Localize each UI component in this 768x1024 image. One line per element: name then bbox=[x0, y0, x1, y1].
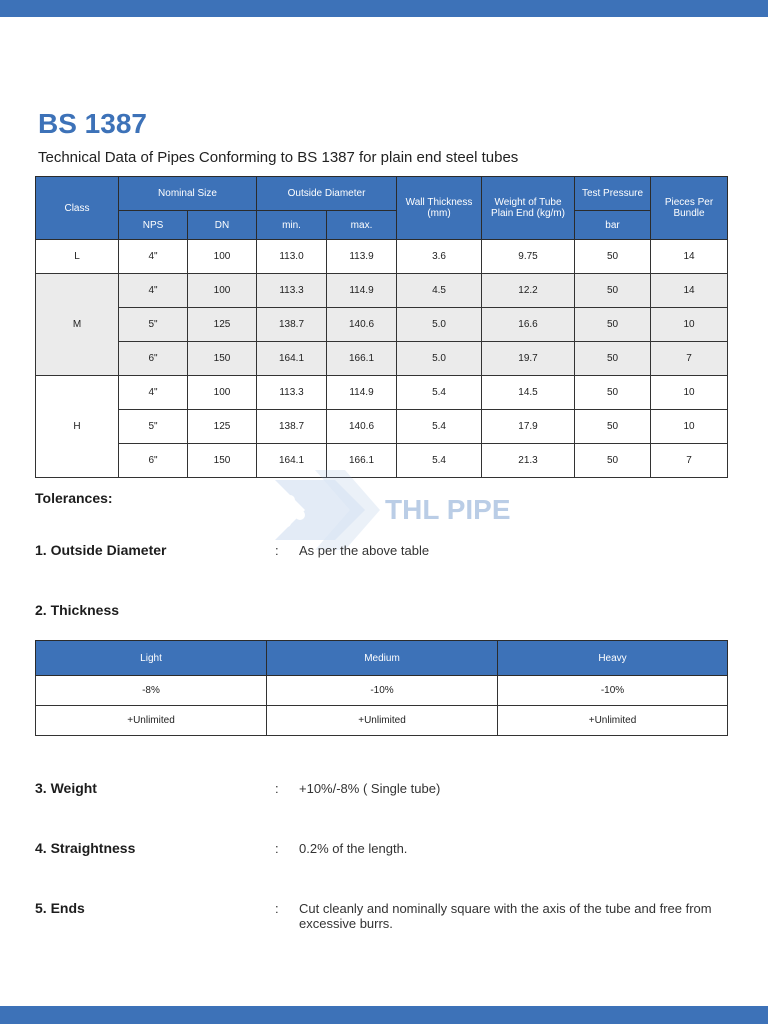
bottom-accent-bar bbox=[0, 1006, 768, 1024]
class-cell: M bbox=[36, 274, 119, 376]
table-cell: 125 bbox=[188, 308, 257, 342]
page-title: BS 1387 bbox=[38, 108, 147, 139]
table-cell: 100 bbox=[188, 240, 257, 274]
table-cell: 10 bbox=[651, 376, 728, 410]
table-cell: 164.1 bbox=[257, 342, 327, 376]
table-cell: 113.3 bbox=[257, 274, 327, 308]
table-cell: +Unlimited bbox=[36, 706, 267, 736]
table-cell: 4" bbox=[119, 274, 188, 308]
header-light: Light bbox=[36, 641, 267, 676]
tolerances-title: Tolerances: bbox=[35, 490, 113, 506]
table-cell: 113.0 bbox=[257, 240, 327, 274]
spec-table bbox=[35, 176, 728, 478]
table-cell: -10% bbox=[267, 676, 498, 706]
header-nominal-size: Nominal Size bbox=[119, 177, 257, 211]
header-medium: Medium bbox=[267, 641, 498, 676]
header-dn: DN bbox=[188, 211, 257, 240]
table-cell: 4.5 bbox=[397, 274, 482, 308]
table-cell: 17.9 bbox=[482, 410, 575, 444]
table-cell: 4" bbox=[119, 376, 188, 410]
table-cell: 114.9 bbox=[327, 376, 397, 410]
table-cell: +Unlimited bbox=[498, 706, 728, 736]
table-cell: 140.6 bbox=[327, 308, 397, 342]
table-cell: 113.3 bbox=[257, 376, 327, 410]
table-cell: 6" bbox=[119, 342, 188, 376]
table-row bbox=[36, 676, 728, 706]
header-wall-thickness: Wall Thickness (mm) bbox=[397, 177, 482, 240]
table-cell: 14.5 bbox=[482, 376, 575, 410]
outside-diameter-colon: : bbox=[275, 543, 279, 558]
table-cell: 150 bbox=[188, 342, 257, 376]
table-cell: 50 bbox=[575, 274, 651, 308]
weight-label: 3. Weight bbox=[35, 780, 97, 796]
weight-colon: : bbox=[275, 781, 279, 796]
header-bar: bar bbox=[575, 211, 651, 240]
table-cell: 138.7 bbox=[257, 410, 327, 444]
table-cell: 6" bbox=[119, 444, 188, 478]
table-cell: 5" bbox=[119, 410, 188, 444]
table-cell: 50 bbox=[575, 342, 651, 376]
table-cell: 50 bbox=[575, 240, 651, 274]
table-cell: 9.75 bbox=[482, 240, 575, 274]
header-weight: Weight of Tube Plain End (kg/m) bbox=[482, 177, 575, 240]
ends-label: 5. Ends bbox=[35, 900, 85, 916]
thickness-label: 2. Thickness bbox=[35, 602, 120, 618]
table-cell: 16.6 bbox=[482, 308, 575, 342]
table-cell: 125 bbox=[188, 410, 257, 444]
table-cell: 7 bbox=[651, 444, 728, 478]
table-cell: 140.6 bbox=[327, 410, 397, 444]
table-cell: 5.0 bbox=[397, 308, 482, 342]
header-max: max. bbox=[327, 211, 397, 240]
table-cell: +Unlimited bbox=[267, 706, 498, 736]
table-row bbox=[36, 410, 728, 444]
table-cell: 10 bbox=[651, 410, 728, 444]
table-cell: 14 bbox=[651, 274, 728, 308]
table-row bbox=[36, 706, 728, 736]
table-cell: 5.0 bbox=[397, 342, 482, 376]
table-cell: 138.7 bbox=[257, 308, 327, 342]
table-cell: 5.4 bbox=[397, 410, 482, 444]
table-cell: 50 bbox=[575, 308, 651, 342]
header-outside-diameter: Outside Diameter bbox=[257, 177, 397, 211]
outside-diameter-value: As per the above table bbox=[299, 543, 430, 558]
table-cell: 166.1 bbox=[327, 444, 397, 478]
table-row bbox=[36, 240, 728, 274]
table-cell: 12.2 bbox=[482, 274, 575, 308]
straightness-value: 0.2% of the length. bbox=[299, 841, 408, 856]
table-cell: 114.9 bbox=[327, 274, 397, 308]
table-cell: 100 bbox=[188, 376, 257, 410]
table-cell: 5" bbox=[119, 308, 188, 342]
table-cell: 3.6 bbox=[397, 240, 482, 274]
table-cell: 14 bbox=[651, 240, 728, 274]
page-subtitle: Technical Data of Pipes Conforming to BS 1387 for plain end steel tubes bbox=[38, 149, 519, 166]
table-cell: 50 bbox=[575, 444, 651, 478]
table-row bbox=[36, 342, 728, 376]
table-cell: 10 bbox=[651, 308, 728, 342]
watermark-pipe-icon bbox=[275, 470, 380, 550]
class-cell: L bbox=[36, 240, 119, 274]
table-cell: 4" bbox=[119, 240, 188, 274]
ends-value: Cut cleanly and nominally square with the axis of the tube and free from excessive burrs. bbox=[299, 901, 712, 931]
top-accent-bar bbox=[0, 0, 768, 17]
header-pieces: Pieces Per Bundle bbox=[651, 177, 728, 240]
header-test-pressure: Test Pressure bbox=[575, 177, 651, 211]
ends-colon: : bbox=[275, 901, 279, 916]
table-row bbox=[36, 376, 728, 410]
watermark-text: THL PIPE bbox=[385, 494, 511, 525]
table-cell: 21.3 bbox=[482, 444, 575, 478]
table-cell: 50 bbox=[575, 410, 651, 444]
table-row bbox=[36, 274, 728, 308]
header-min: min. bbox=[257, 211, 327, 240]
table-row bbox=[36, 308, 728, 342]
outside-diameter-label: 1. Outside Diameter bbox=[35, 542, 167, 558]
table-cell: 166.1 bbox=[327, 342, 397, 376]
table-cell: 7 bbox=[651, 342, 728, 376]
class-cell: H bbox=[36, 376, 119, 478]
table-cell: 100 bbox=[188, 274, 257, 308]
table-cell: 150 bbox=[188, 444, 257, 478]
header-heavy: Heavy bbox=[498, 641, 728, 676]
thickness-table bbox=[35, 640, 728, 736]
table-cell: 5.4 bbox=[397, 444, 482, 478]
watermark-logo bbox=[265, 465, 515, 555]
header-nps: NPS bbox=[119, 211, 188, 240]
header-class: Class bbox=[36, 177, 119, 240]
straightness-label: 4. Straightness bbox=[35, 840, 136, 856]
straightness-colon: : bbox=[275, 841, 279, 856]
weight-value: +10%/-8% ( Single tube) bbox=[299, 781, 441, 796]
table-cell: 113.9 bbox=[327, 240, 397, 274]
table-cell: -10% bbox=[498, 676, 728, 706]
table-cell: -8% bbox=[36, 676, 267, 706]
table-cell: 50 bbox=[575, 376, 651, 410]
table-cell: 19.7 bbox=[482, 342, 575, 376]
table-cell: 5.4 bbox=[397, 376, 482, 410]
table-cell: 164.1 bbox=[257, 444, 327, 478]
